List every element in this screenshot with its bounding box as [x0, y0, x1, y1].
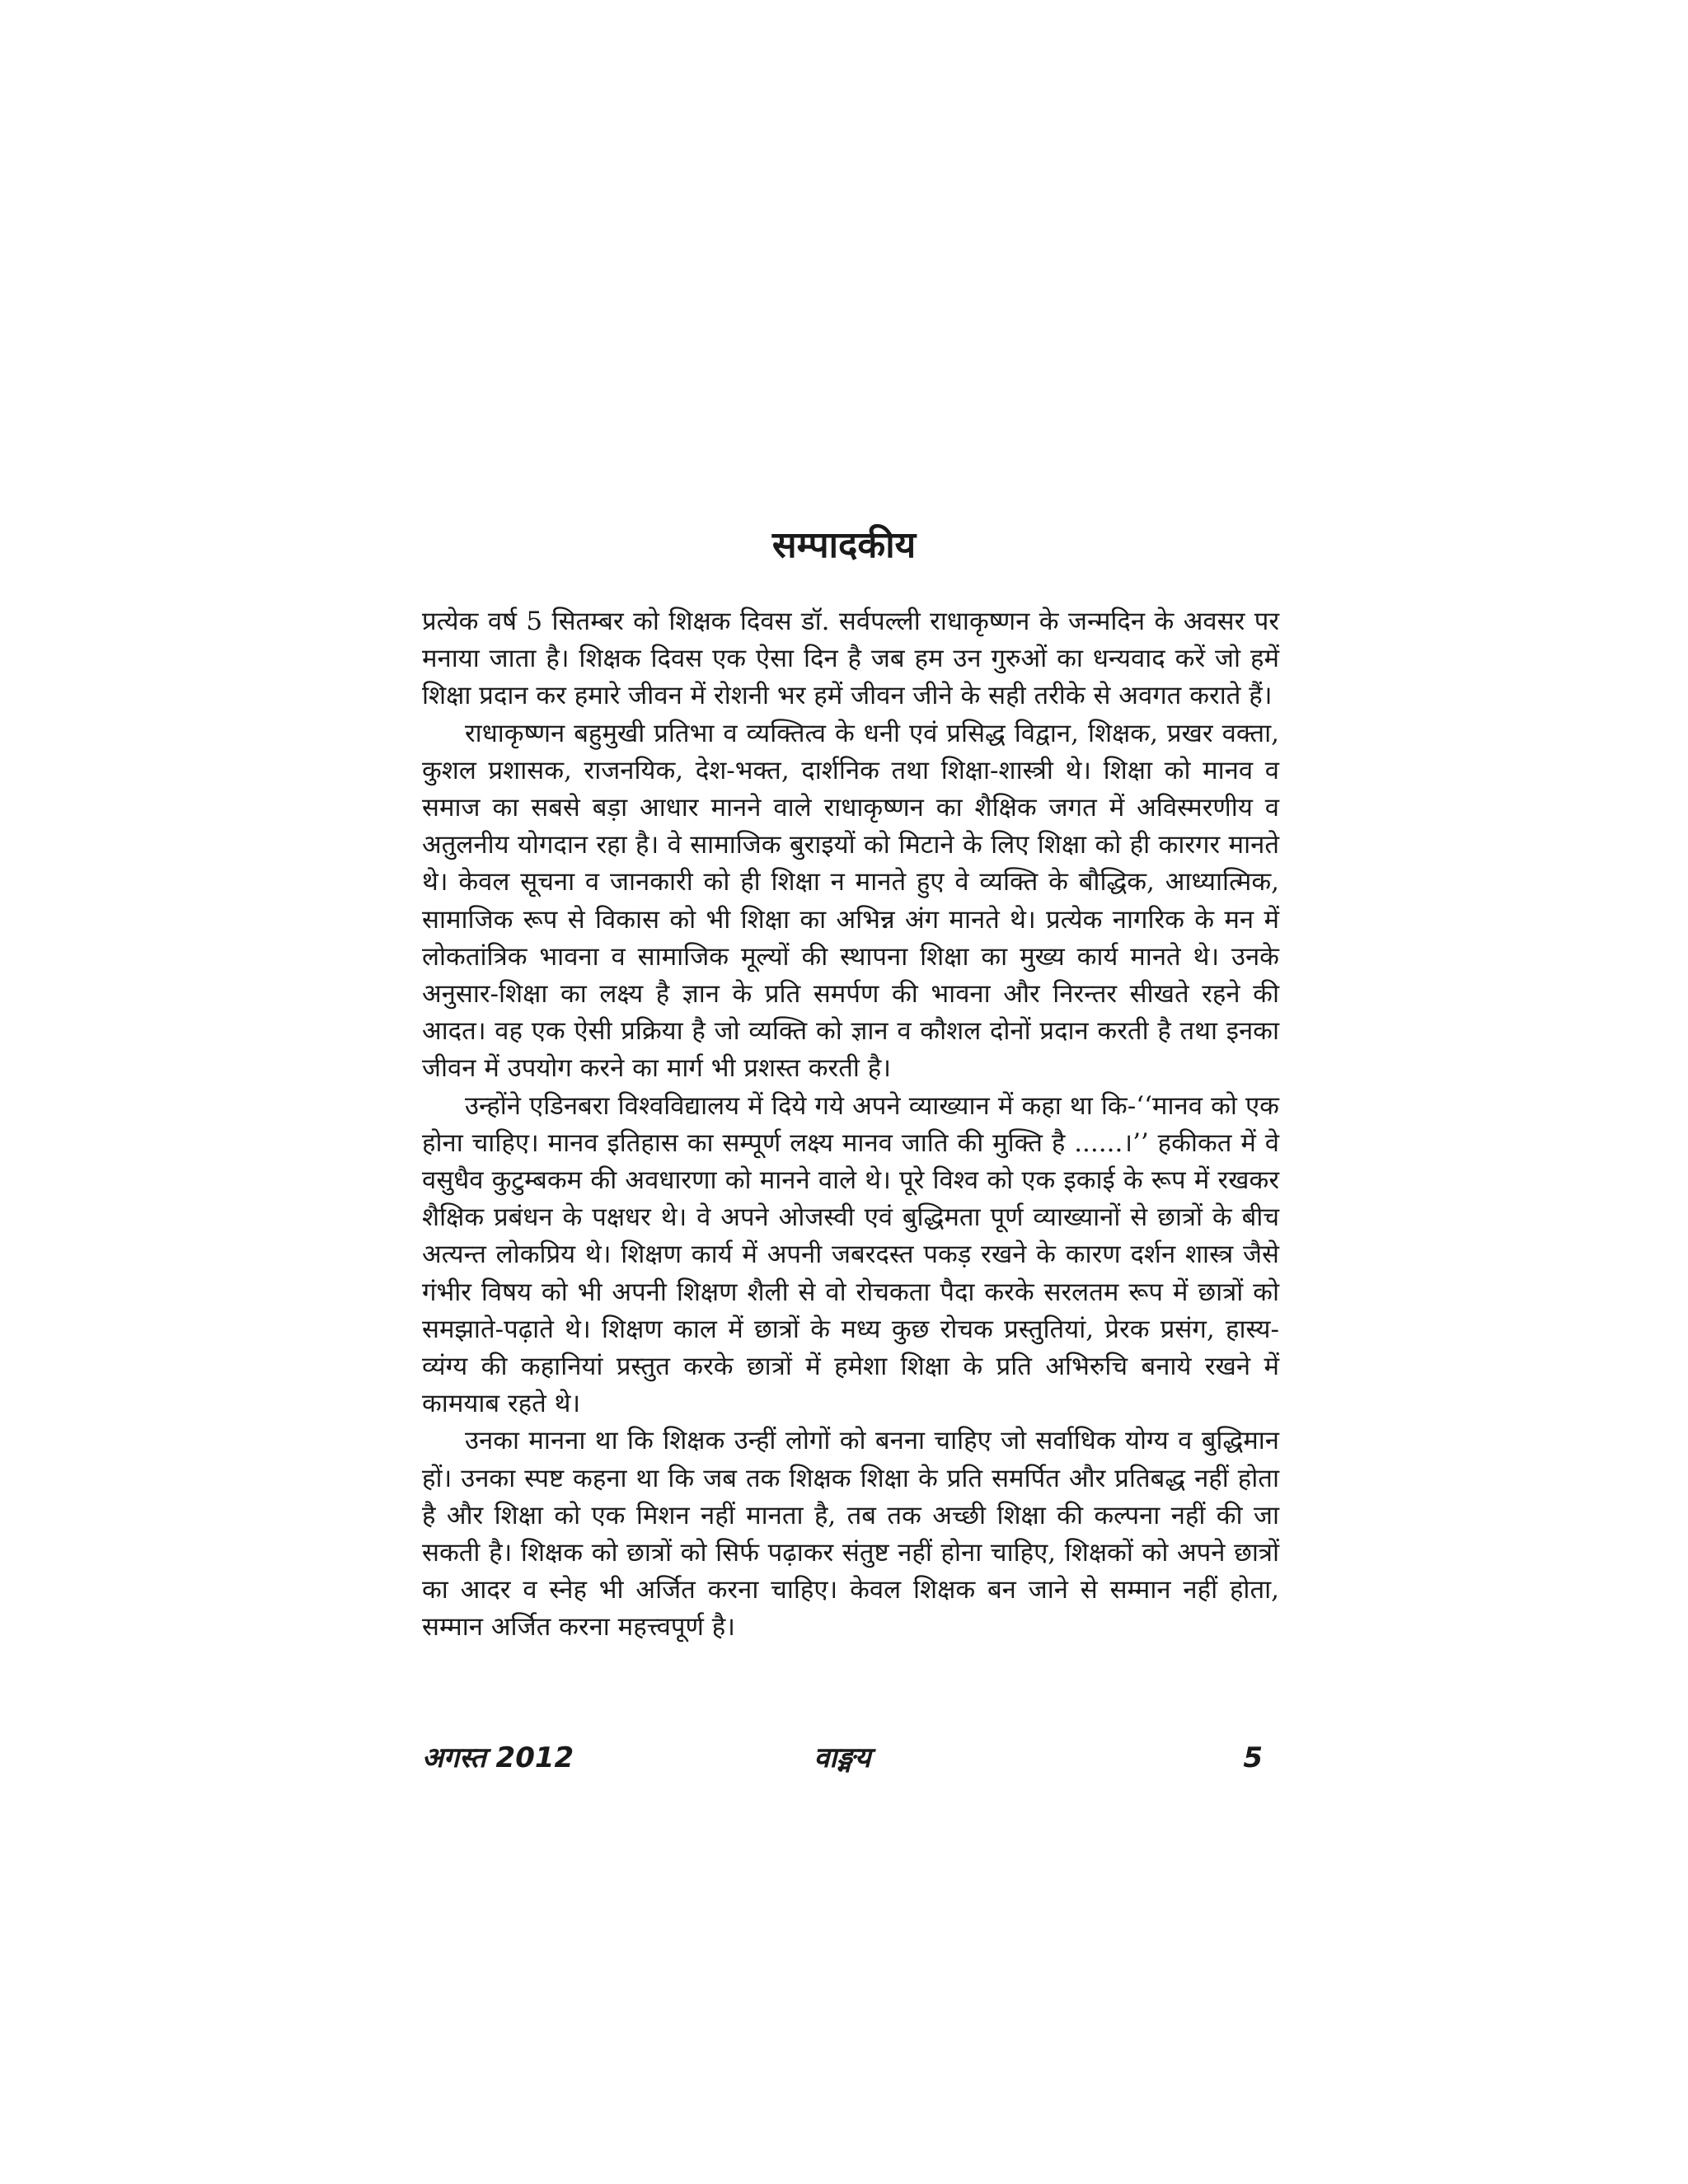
paragraph-3: उन्होंने एडिनबरा विश्वविद्यालय में दिये गये अपने व्याख्यान में कहा था कि-‘‘मानव को एक होना चाहिए। मानव इतिहास का सम्पूर्ण लक्ष्य मानव जाति की मुक्ति है ......।’’ हकीकत में वे वसुधैव कुटुम्बकम की अवधारणा को मानने वाले थे। पूरे विश्व को एक इकाई के रूप में रखकर शैक्षिक प्रबंधन के पक्षधर थे। वे अपने ओजस्वी एवं बुद्धिमता पूर्ण व्याख्यानों से छात्रों के बीच अत्यन्त लोकप्रिय थे। शिक्षण कार्य में अपनी जबरदस्त पकड़ रखने के कारण दर्शन शास्त्र जैसे गंभीर विषय को भी अपनी शिक्षण शैली से वो रोचकता पैदा करके सरलतम रूप में छात्रों को समझाते-पढ़ाते थे। शिक्षण काल में छात्रों के मध्य कुछ रोचक प्रस्तुतियां, प्रेरक प्रसंग, हास्य-व्यंग्य की कहानियां प्रस्तुत करके छात्रों में हमेशा शिक्षा के प्रति अभिरुचि बनाये रखने में कामयाब रहते थे।	[422, 1090, 1279, 1419]
page-title: सम्पादकीय	[771, 524, 917, 566]
footer-page-number: 5	[1243, 1741, 1263, 1774]
paragraph-1: प्रत्येक वर्ष 5 सितम्बर को शिक्षक दिवस डॉ. सर्वपल्ली राधाकृष्णन के जन्मदिन के अवसर पर मनाया जाता है। शिक्षक दिवस एक ऐसा दिन है जब हम उन गुरुओं का धन्यवाद करें जो हमें शिक्षा प्रदान कर हमारे जीवन में रोशनी भर हमें जीवन जीने के सही तरीके से अवगत कराते हैं।	[422, 607, 1279, 711]
editorial-body	[422, 603, 1279, 1647]
footer-date: अगस्त 2012	[422, 1741, 574, 1774]
footer-journal-name: वाङ्मय	[814, 1741, 871, 1774]
paragraph-4: उनका मानना था कि शिक्षक उन्हीं लोगों को बनना चाहिए जो सर्वाधिक योग्य व बुद्धिमान हों। उनका स्पष्ट कहना था कि जब तक शिक्षक शिक्षा के प्रति समर्पित और प्रतिबद्ध नहीं होता है और शिक्षा को एक मिशन नहीं मानता है, तब तक अच्छी शिक्षा की कल्पना नहीं की जा सकती है। शिक्षक को छात्रों को सिर्फ पढ़ाकर संतुष्ट नहीं होना चाहिए, शिक्षकों को अपने छात्रों का आदर व स्नेह भी अर्जित करना चाहिए। केवल शिक्षक बन जाने से सम्मान नहीं होता, सम्मान अर्जित करना महत्त्वपूर्ण है।	[422, 1426, 1279, 1643]
paragraph-2: राधाकृष्णन बहुमुखी प्रतिभा व व्यक्तित्व के धनी एवं प्रसिद्ध विद्वान, शिक्षक, प्रखर वक्ता, कुशल प्रशासक, राजनयिक, देश-भक्त, दार्शनिक तथा शिक्षा-शास्त्री थे। शिक्षा को मानव व समाज का सबसे बड़ा आधार मानने वाले राधाकृष्णन का शैक्षिक जगत में अविस्मरणीय व अतुलनीय योगदान रहा है। वे सामाजिक बुराइयों को मिटाने के लिए शिक्षा को ही कारगर मानते थे। केवल सूचना व जानकारी को ही शिक्षा न मानते हुए वे व्यक्ति के बौद्धिक, आध्यात्मिक, सामाजिक रूप से विकास को भी शिक्षा का अभिन्न अंग मानते थे। प्रत्येक नागरिक के मन में लोकतांत्रिक भावना व सामाजिक मूल्यों की स्थापना शिक्षा का मुख्य कार्य मानते थे। उनके अनुसार-शिक्षा का लक्ष्य है ज्ञान के प्रति समर्पण की भावना और निरन्तर सीखते रहने की आदत। वह एक ऐसी प्रक्रिया है जो व्यक्ति को ज्ञान व कौशल दोनों प्रदान करती है तथा इनका जीवन में उपयोग करने का मार्ग भी प्रशस्त करती है।	[422, 718, 1279, 1084]
page-footer	[422, 1737, 1263, 1779]
